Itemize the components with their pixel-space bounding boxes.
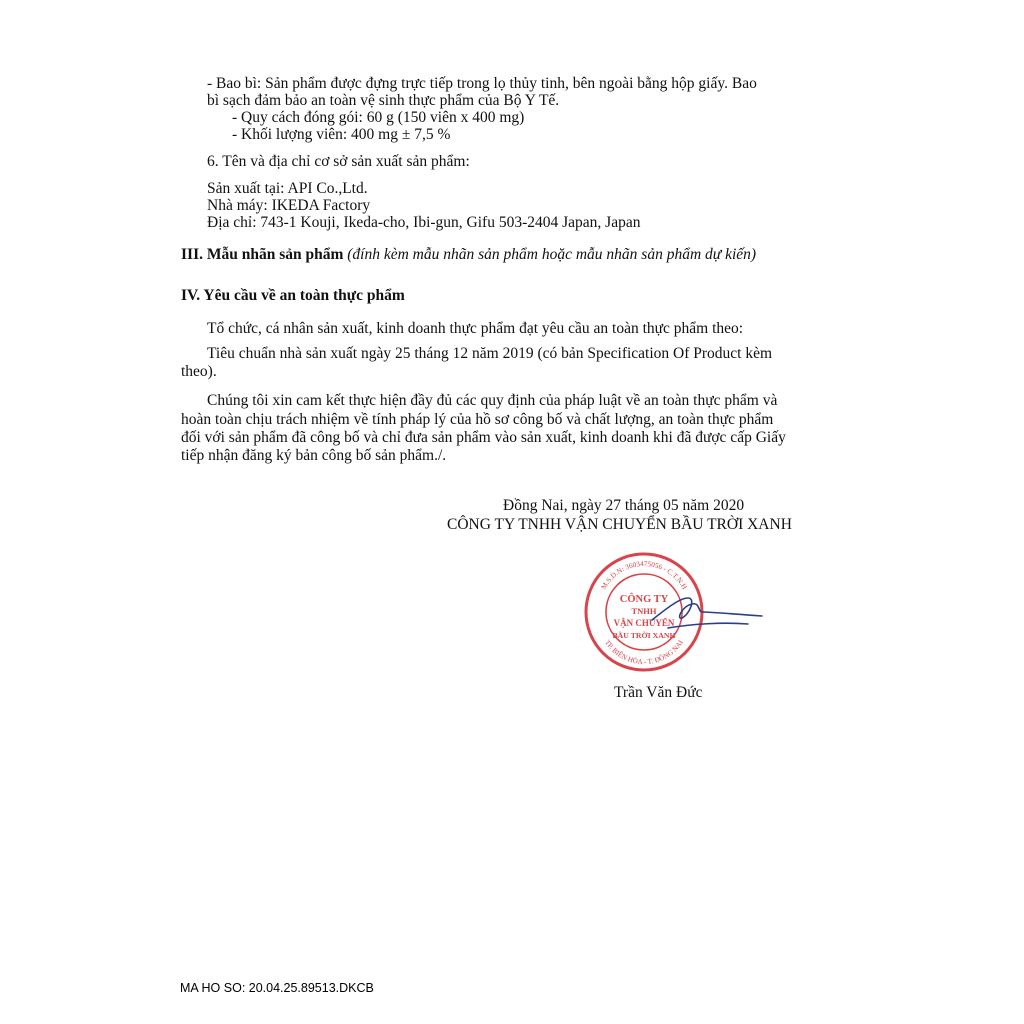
seal-text-line-2: TNHH	[631, 606, 657, 616]
section-3-note: (đính kèm mẫu nhãn sản phẩm hoặc mẫu nhãn sản phẩm dự kiến)	[347, 246, 757, 263]
manufacturer-heading: 6. Tên và địa chỉ cơ sở sản xuất sản phẩm:	[207, 153, 470, 170]
packaging-line-1: - Bao bì: Sản phẩm được đựng trực tiếp trong lọ thủy tinh, bên ngoài bằng hộp giấy. Bao	[207, 75, 757, 92]
seal-text-line-1: CÔNG TY	[619, 594, 669, 605]
company-name: CÔNG TY TNHH VẬN CHUYỂN BẦU TRỜI XANH	[447, 516, 792, 533]
section-4-title: IV. Yêu cầu về an toàn thực phẩm	[181, 287, 405, 304]
section-4-paragraph-2-line-2: theo).	[181, 363, 217, 380]
company-seal	[572, 548, 772, 678]
packaging-spec: - Quy cách đóng gói: 60 g (150 viên x 400 mg)	[232, 109, 525, 126]
signer-name: Trần Văn Đức	[614, 684, 703, 701]
manufacturer-factory: Nhà máy: IKEDA Factory	[207, 197, 371, 214]
section-4-paragraph-2-line-1: Tiêu chuẩn nhà sản xuất ngày 25 tháng 12 năm 2019 (có bản Specification Of Product kèm	[207, 345, 773, 362]
section-3-title: III. Mẫu nhãn sản phẩm	[181, 246, 344, 263]
section-3-heading	[181, 245, 756, 264]
seal-text-line-3: VẬN CHUYỂN	[613, 618, 675, 628]
commitment-line-1: Chúng tôi xin cam kết thực hiện đầy đủ các quy định của pháp luật về an toàn thực phẩm và	[207, 392, 778, 409]
place-date: Đồng Nai, ngày 27 tháng 05 năm 2020	[503, 497, 745, 514]
record-code: MA HO SO: 20.04.25.89513.DKCB	[180, 981, 374, 995]
seal-text-line-4: BẦU TRỜI XANH	[612, 631, 676, 640]
section-4-paragraph-1: Tổ chức, cá nhân sản xuất, kinh doanh thực phẩm đạt yêu cầu an toàn thực phẩm theo:	[207, 320, 744, 337]
packaging-line-2: bì sạch đảm bảo an toàn vệ sinh thực phẩm của Bộ Y Tế.	[207, 92, 560, 109]
seal-ring-bottom: TP. BIÊN HÒA - T. ĐỒNG NAI	[603, 638, 685, 667]
packaging-weight: - Khối lượng viên: 400 mg ± 7,5 %	[232, 126, 451, 143]
commitment-line-3: đối với sản phẩm đã công bố và chỉ đưa sản phẩm vào sản xuất, kinh doanh khi đã được cấp Giấy	[181, 429, 786, 446]
seal-ring-top: M.S.D.N: 3603475056 - C.T.N.H	[599, 559, 689, 591]
manufacturer-made-at: Sản xuất tại: API Co.,Ltd.	[207, 180, 368, 197]
commitment-line-4: tiếp nhận đăng ký bản công bố sản phẩm./.	[181, 447, 447, 464]
manufacturer-address: Địa chỉ: 743-1 Kouji, Ikeda-cho, Ibi-gun, Gifu 503-2404 Japan, Japan	[207, 214, 641, 231]
commitment-line-2: hoàn toàn chịu trách nhiệm về tính pháp lý của hồ sơ công bố và chất lượng, an toàn thực phẩm	[181, 411, 774, 428]
